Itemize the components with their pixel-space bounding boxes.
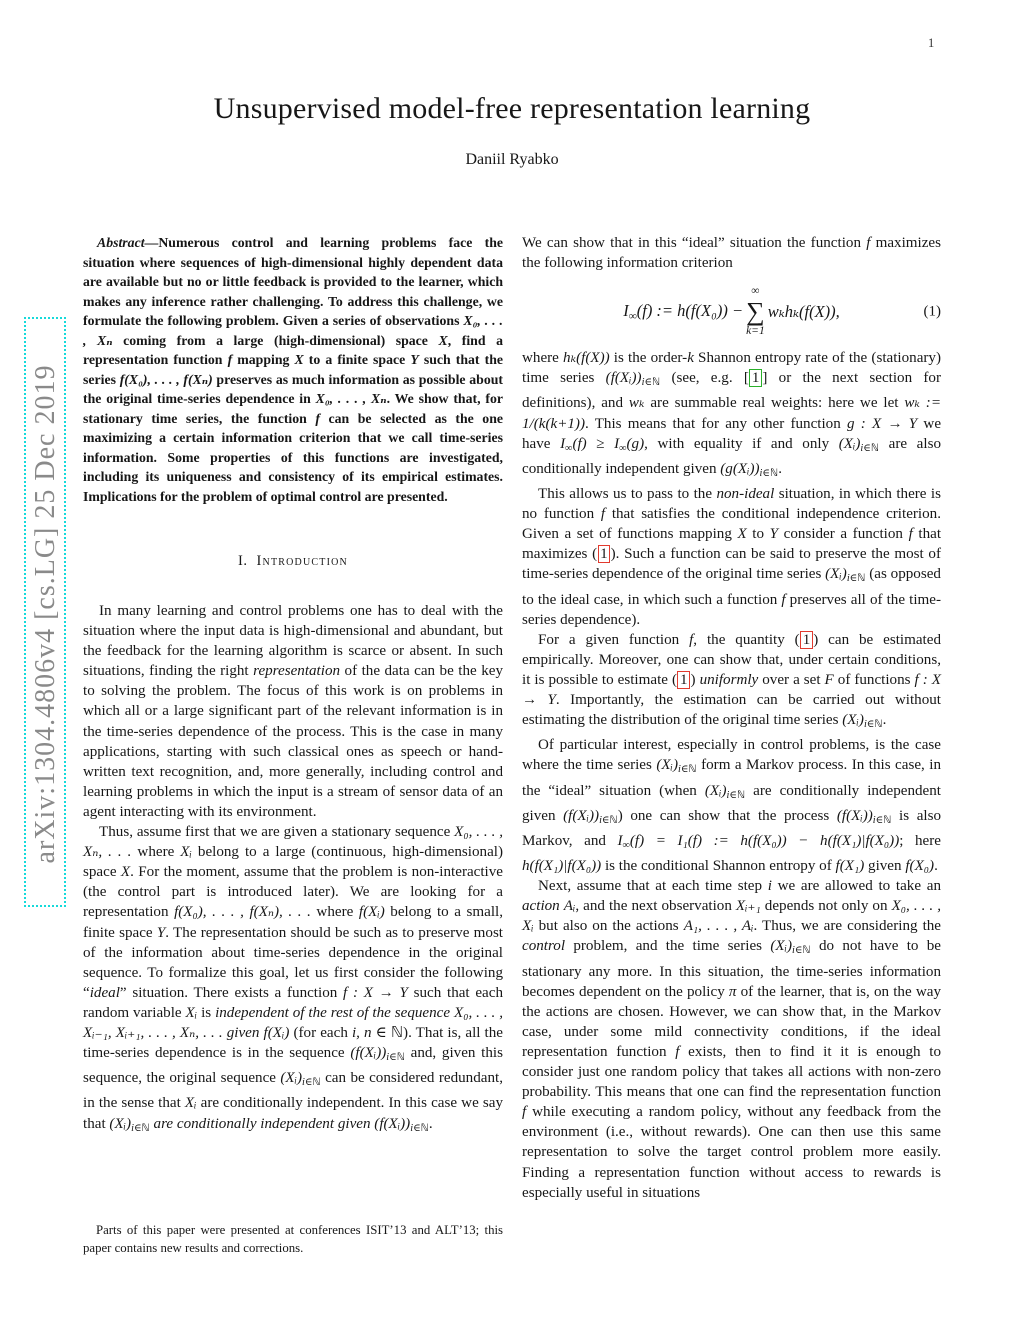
page-number: 1 xyxy=(928,36,935,50)
right-column xyxy=(522,233,941,1203)
paper-title: Unsupervised model-free representation learning xyxy=(213,92,811,125)
paragraph-intro-2: Thus, assume first that we are given a stationary sequence X₀, . . . , Xₙ, . . . where Xᵢ belong to a large (continuous, high-dimensional) space X. For the moment, assume that the problem is non-interactive (the control part is introduced later). We are looking for a representation f(X₀), . . . , f(Xₙ), . . . where f(Xᵢ) belong to a small, finite space Y. The representation should be such as to preserve most of the information about time-series dependence in the original sequence. To formalize this goal, let us first consider the following “ideal” situation. There exists a function f : X → Y such that each random variable Xᵢ is independent of the rest of the sequence X₀, . . . , Xᵢ₋₁, Xᵢ₊₁, . . . , Xₙ, . . . given f(Xᵢ) (for each i, n ∈ ℕ). That is, all the time-series dependence is in the sequence $(f(Xᵢ))_{i\in ℕ}$ and, given this sequence, the original sequence $(Xᵢ)_{i\in ℕ}$ can be considered redundant, in the sense that Xᵢ are conditionally independent. In this case we say that $(Xᵢ)_{i\in ℕ}$ are conditionally independent given $(f(Xᵢ))_{i\in ℕ}$. xyxy=(83,824,504,1134)
equation-body xyxy=(623,286,840,337)
arxiv-watermark-text: arXiv:1304.4806v4 [cs.LG] 25 Dec 2019 xyxy=(30,364,61,864)
sum-upper-limit: ∞ xyxy=(751,285,760,298)
equation-number: (1) xyxy=(923,303,941,320)
paragraph-nonideal: This allows us to pass to the non-ideal situation, in which there is no function f that satisfies the conditional independence criterion. Given a set of functions mapping X to Y consider a function f that maximizes ( 1 ). Such a function can be said to preserve the most of time-series dependence of the original time series $(Xᵢ)_{i\in ℕ}$ (as opposed to the ideal case, in which such a function f preserves all of the time-series dependence). xyxy=(522,485,942,628)
equation-rhs: wₖhₖ(f(X)), xyxy=(767,301,840,321)
abstract-paragraph: Abstract—Numerous control and learning problems face the situation where sequences of high-dimensional highly dependent data are available but no or little feedback is provided to the learner, which makes any inference rather challenging. To address this challenge, we formulate the following problem. Given a series of observations X₀, . . . , Xₙ coming from a large (high-dimensional) space X, find a representation function f mapping X to a finite space Y such that the series f(X₀), . . . , f(Xₙ) preserves as much information as possible about the original time-series dependence in X₀, . . . , Xₙ. We show that, for stationary time series, the function f can be selected as the one maximizing a certain information criterion that we call time-series information. Some properties of this functions are investigated, including its uniqueness and consistency of its empirical estimates. Implications for the problem of optimal control are presented. xyxy=(83,235,504,504)
paper-author: Daniil Ryabko xyxy=(465,151,559,168)
summation-symbol xyxy=(746,286,765,337)
section-heading-introduction xyxy=(83,552,503,571)
paragraph-markov: Of particular interest, especially in control problems, is the case where the time series $(Xᵢ)_{i\in ℕ}$ form a Markov process. In this case, in the “ideal” situation (when $(Xᵢ)_{i\in ℕ}$ are conditionally independent given $(f(Xᵢ))_{i\in ℕ}$) one can show that the process $(f(Xᵢ))_{i\in ℕ}$ is also Markov, and $I_\infty(f) = I_1(f)$ := h(f(X₀)) − h(f(X₁)|f(X₀)); here h(f(X₁)|f(X₀)) is the conditional Shannon entropy of f(X₁) given f(X₀). xyxy=(522,737,942,875)
paragraph-intro-1: In many learning and control problems one has to deal with the situation where the input data is high-dimensional and abundant, but the feedback for the learning algorithm is scarce or absent. In such situations, finding the right representation of the data can be the key to solving the problem. The focus of this work is on problems in which all or a large significant part of the relevant information is in the time-series dependence of the process. This is the case in many applications, starting with such classical ones as speech or hand-written text recognition, and, more generally, including control and learning problems in which the input is a stream of sensor data of an agent interacting with its environment. xyxy=(83,603,503,820)
equation-ref-1b[interactable]: 1 xyxy=(800,631,813,649)
paragraph-where: where hₖ(f(X)) is the order-k Shannon entropy rate of the (stationary) time series $(f(Xᵢ))_{i\in ℕ}$ (see, e.g. [ 1 ] or the next section for definitions), and wₖ are summable real weights: here we let wₖ := 1/(k(k+1)). This means that for any other function g : X → Y we have $I_\infty(f) \ge I_\infty(g)$, with equality if and only $(Xᵢ)_{i\in ℕ}$ are also conditionally independent given $(g(Xᵢ))_{i\in ℕ}$. xyxy=(522,350,942,479)
sum-operator: ∑ xyxy=(746,296,765,326)
equation-lhs: $I_\infty(f)$ := h(f(X₀)) − xyxy=(623,301,744,323)
paragraph-estimation: For a given function f, the quantity ( 1 ) can be estimated empirically. Moreover, one can show that, under certain conditions, it is possible to estimate ( 1 ) uniformly over a set F of functions f : X → Y. Importantly, the estimation can be carried out without estimating the distribution of the original time series $(Xᵢ)_{i\in ℕ}$. xyxy=(522,631,941,731)
paragraph-criterion-intro: We can show that in this “ideal” situation the function f maximizes the following information criterion xyxy=(522,235,941,272)
equation-1 xyxy=(522,286,941,337)
sum-lower-limit: k=1 xyxy=(746,324,765,337)
section-numeral: I. xyxy=(238,553,248,569)
section-title: Introduction xyxy=(256,553,348,569)
equation-ref-1a[interactable]: 1 xyxy=(598,545,611,563)
citation-link-1[interactable]: 1 xyxy=(749,369,762,387)
equation-ref-1c[interactable]: 1 xyxy=(677,671,690,689)
left-column xyxy=(83,233,503,1139)
paragraph-control: Next, assume that at each time step i we are allowed to take an action Aᵢ, and the next observation Xᵢ₊₁ depends not only on X₀, . . . , Xᵢ but also on the actions A₁, . . . , Aᵢ. Thus, we are considering the control problem, and the time series $(Xᵢ)_{i\in ℕ}$ do not have to be stationary any more. In this situation, the time-series information becomes dependent on the policy π of the learner, that is, on the way the actions are chosen. However, we can show that, in the Markov case, under some mild connectivity conditions, if the ideal representation function f exists, then to find it it is enough to consider just one random policy that takes all actions with non-zero probability. This means that one can find the representation function f while executing a random policy, without any feedback from the environment (i.e., without rewards). One can then use this same representation to solve the target control problem more easily. Finding a representation function without access to rewards is especially useful in situations xyxy=(522,878,942,1201)
footnote: Parts of this paper were presented at conferences ISIT’13 and ALT’13; this paper contains new results and corrections. xyxy=(83,1223,503,1255)
